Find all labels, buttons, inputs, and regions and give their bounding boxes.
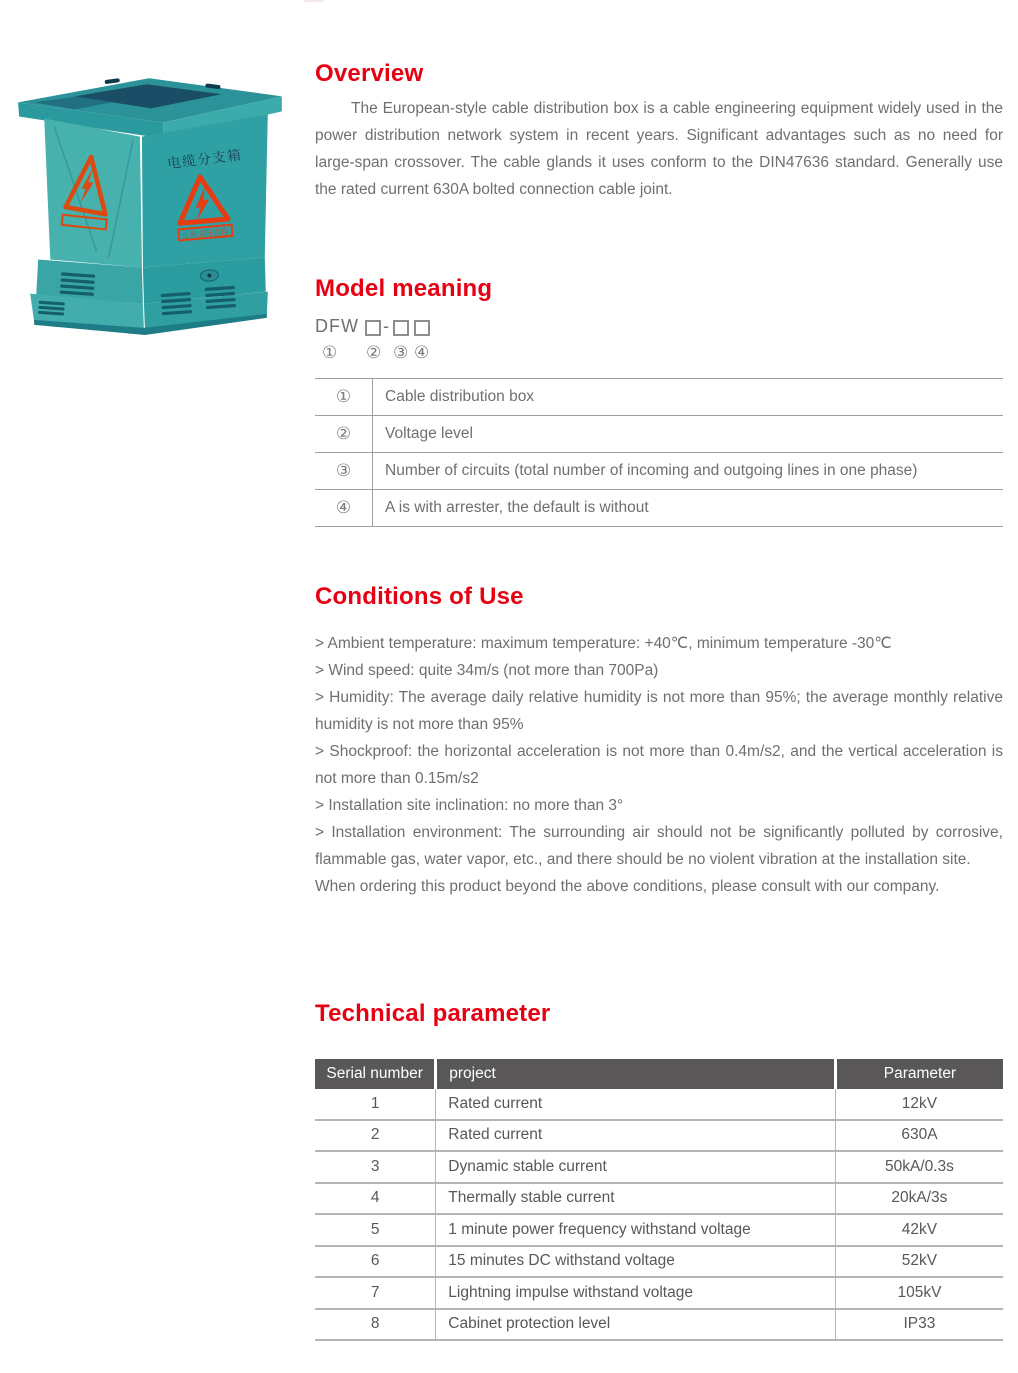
technical-heading: Technical parameter [315, 1000, 551, 1027]
model-dash: - [383, 316, 389, 336]
row-description: Cable distribution box [373, 379, 1004, 416]
row-number: ② [315, 416, 373, 453]
cell-project: Rated current [436, 1089, 836, 1120]
conditions-list [315, 630, 1003, 900]
box-label-text: 电缆分支箱 [166, 147, 244, 172]
condition-note: When ordering this product beyond the above conditions, please consult with our company. [315, 878, 940, 895]
row-description: Voltage level [373, 416, 1004, 453]
model-formula [315, 316, 1003, 366]
product-photo [8, 50, 298, 340]
digit-2-icon: ② [366, 343, 382, 362]
scan-artifact [304, 0, 324, 2]
table-row [315, 1277, 1003, 1309]
cell-serial: 4 [315, 1183, 436, 1215]
cell-parameter: 12kV [835, 1089, 1003, 1120]
table-header-row [315, 1059, 1003, 1089]
model-placeholder-box [365, 320, 381, 336]
table-row [315, 1089, 1003, 1120]
model-placeholder-box [414, 320, 430, 336]
row-number: ① [315, 379, 373, 416]
overview-paragraph [315, 95, 1003, 203]
table-row [315, 1214, 1003, 1246]
table-row [315, 490, 1003, 527]
condition-item: > Shockproof: the horizontal acceleration is not more than 0.4m/s2, and the vertical acceleration is not more than 0.15m/s2 [315, 743, 1003, 787]
digit-1-icon: ① [322, 343, 338, 362]
condition-item: > Installation site inclination: no more than 3° [315, 797, 624, 814]
model-meaning-table [315, 378, 1003, 527]
cell-serial: 8 [315, 1309, 436, 1341]
vent-slats-left-lower [38, 301, 65, 316]
conditions-heading: Conditions of Use [315, 583, 524, 610]
cell-serial: 7 [315, 1277, 436, 1309]
condition-item: > Installation environment: The surrounding air should not be significantly polluted by corrosive, flammable gas, water vapor, etc., and there should be no violent vibration at the installation site. [315, 824, 1003, 868]
overview-text: The European-style cable distribution box is a cable engineering equipment widely used in the power distribution network system in recent years. Significant advantages such as no need for large-span crossover. The cable glands it uses conform to the DIN47636 standard. Generally use the rated current 630A bolted connection cable joint. [315, 100, 1003, 198]
cell-project: Lightning impulse withstand voltage [436, 1277, 836, 1309]
cable-distribution-box-illustration [8, 50, 298, 340]
row-description: Number of circuits (total number of incoming and outgoing lines in one phase) [373, 453, 1004, 490]
row-number: ④ [315, 490, 373, 527]
table-row [315, 1151, 1003, 1183]
cell-project: Thermally stable current [436, 1183, 836, 1215]
warning-banner-text: 止步,高压危险 [181, 227, 230, 241]
digit-3-icon: ③ [393, 343, 409, 362]
table-row [315, 453, 1003, 490]
model-prefix: DFW [315, 316, 359, 336]
cell-project: Rated current [436, 1120, 836, 1152]
digit-4-icon: ④ [414, 343, 430, 362]
overview-heading: Overview [315, 60, 424, 87]
cell-parameter: 42kV [835, 1214, 1003, 1246]
cell-project: 1 minute power frequency withstand voltage [436, 1214, 836, 1246]
cell-serial: 5 [315, 1214, 436, 1246]
cell-parameter: 630A [835, 1120, 1003, 1152]
row-number: ③ [315, 453, 373, 490]
lid-handle-slot [104, 78, 120, 84]
cell-parameter: 50kA/0.3s [835, 1151, 1003, 1183]
cell-serial: 6 [315, 1246, 436, 1278]
model-meaning-heading: Model meaning [315, 275, 493, 302]
cell-serial: 2 [315, 1120, 436, 1152]
cell-parameter: 52kV [835, 1246, 1003, 1278]
cell-serial: 1 [315, 1089, 436, 1120]
cell-parameter: 105kV [835, 1277, 1003, 1309]
table-row [315, 416, 1003, 453]
cell-parameter: IP33 [835, 1309, 1003, 1341]
cell-project: Dynamic stable current [436, 1151, 836, 1183]
model-placeholder-box [393, 320, 409, 336]
header-serial-number: Serial number [315, 1059, 436, 1089]
table-row [315, 1246, 1003, 1278]
table-row [315, 379, 1003, 416]
condition-item: > Ambient temperature: maximum temperature: +40℃, minimum temperature -30℃ [315, 635, 892, 652]
cell-serial: 3 [315, 1151, 436, 1183]
condition-item: > Humidity: The average daily relative humidity is not more than 95%; the average monthly relative humidity is not more than 95% [315, 689, 1003, 733]
header-parameter: Parameter [835, 1059, 1003, 1089]
table-row [315, 1309, 1003, 1341]
table-row [315, 1120, 1003, 1152]
cell-parameter: 20kA/3s [835, 1183, 1003, 1215]
row-description: A is with arrester, the default is without [373, 490, 1004, 527]
box-front-face [142, 114, 268, 267]
technical-parameter-table [315, 1059, 1003, 1341]
door-latch-hole [207, 274, 211, 278]
cell-project: Cabinet protection level [436, 1309, 836, 1341]
header-project: project [436, 1059, 836, 1089]
condition-item: > Wind speed: quite 34m/s (not more than 700Pa) [315, 662, 659, 679]
cell-project: 15 minutes DC withstand voltage [436, 1246, 836, 1278]
table-row [315, 1183, 1003, 1215]
